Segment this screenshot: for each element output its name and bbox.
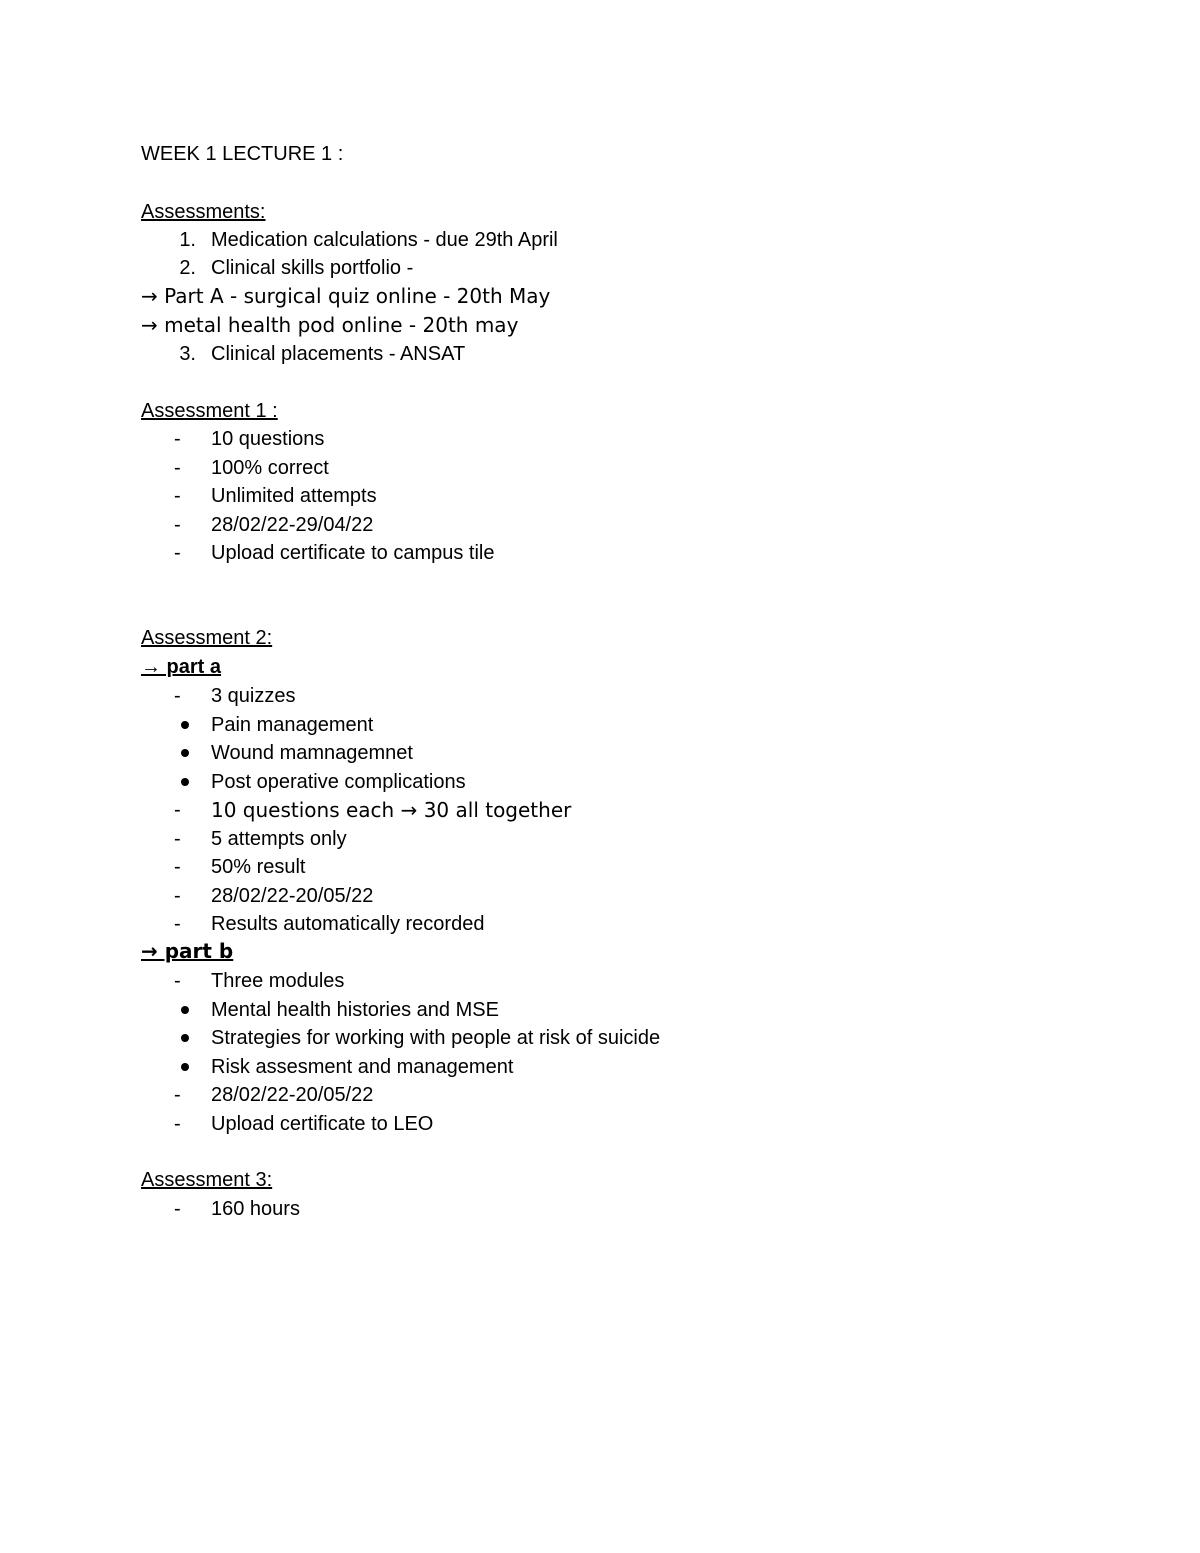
assessment-2-heading: Assessment 2: [141, 627, 273, 649]
list-item-text: Wound mamnagemnet [211, 742, 413, 764]
list-item-text: Strategies for working with people at risk of suicide [211, 1027, 661, 1049]
dash-marker: - [174, 884, 181, 907]
list-item-text: Medication calculations - due 29th April [211, 229, 558, 251]
list-number: 1. [179, 229, 196, 251]
dash-marker: - [174, 485, 181, 508]
dash-list-item [141, 482, 841, 510]
bullet-dot-icon [181, 1063, 189, 1071]
list-item-text: Clinical skills portfolio - [211, 257, 414, 279]
part-a-heading: → part a [141, 656, 222, 678]
dash-list-item [141, 882, 841, 910]
list-item-text: Three modules [211, 970, 345, 992]
list-item-text: 3 quizzes [211, 685, 296, 707]
dash-marker: - [174, 970, 181, 992]
list-item-text: Upload certificate to campus tile [211, 542, 495, 565]
dash-list-item [141, 910, 841, 938]
dash-marker: - [174, 1084, 181, 1106]
dash-list-item [141, 853, 841, 881]
dash-list-item [141, 454, 841, 482]
list-item-text: Clinical placements - ANSAT [211, 343, 466, 365]
list-item-text: Risk assesment and management [211, 1055, 514, 1078]
numbered-item-1 [141, 226, 841, 254]
list-item-text: Mental health histories and MSE [211, 998, 499, 1021]
list-item-text: 10 questions [211, 428, 325, 450]
bullet-list-item [141, 1024, 841, 1052]
dash-list-item [141, 539, 841, 567]
bullet-list-item [141, 768, 841, 796]
assessments-heading: Assessments: [141, 201, 266, 223]
dash-marker: - [174, 827, 181, 850]
list-item-text: 10 questions each → 30 all together [211, 798, 572, 822]
numbered-item-2 [141, 254, 841, 282]
dash-marker: - [174, 913, 181, 935]
dash-list-item [141, 682, 841, 710]
list-item-text: 50% result [211, 856, 306, 878]
bullet-dot-icon [181, 1006, 189, 1014]
list-item-text: 160 hours [211, 1198, 300, 1220]
bullet-dot-icon [181, 1034, 189, 1042]
dash-list-item [141, 796, 841, 824]
list-item-text: Pain management [211, 713, 374, 736]
bullet-dot-icon [181, 778, 189, 786]
dash-marker: - [174, 799, 181, 821]
list-number: 3. [179, 343, 196, 365]
dash-list-item [141, 825, 841, 853]
bullet-dot-icon [181, 749, 189, 757]
dash-list-item [141, 1110, 841, 1138]
dash-marker: - [174, 856, 181, 878]
dash-list-item [141, 511, 841, 539]
bullet-list-item [141, 739, 841, 767]
part-b-heading: → part b [141, 939, 234, 963]
list-number: 2. [179, 257, 196, 279]
dash-marker: - [174, 1198, 181, 1220]
bullet-list-item [141, 711, 841, 739]
dash-marker: - [174, 1112, 181, 1135]
numbered-item-3 [141, 340, 841, 368]
assessment-3-heading: Assessment 3: [141, 1169, 273, 1191]
dash-list-item [141, 967, 841, 995]
bullet-list-item [141, 996, 841, 1024]
dash-list-item [141, 1081, 841, 1109]
bullet-dot-icon [181, 721, 189, 729]
dash-marker: - [174, 428, 181, 450]
dash-list-item [141, 1195, 841, 1223]
page-title: WEEK 1 LECTURE 1 : [141, 143, 344, 165]
list-item-text: Unlimited attempts [211, 485, 377, 508]
dash-marker: - [174, 456, 181, 479]
portfolio-part-a-line: → Part A - surgical quiz online - 20th May [141, 284, 551, 308]
list-item-text: 28/02/22-20/05/22 [211, 1084, 374, 1106]
bullet-list-item [141, 1053, 841, 1081]
list-item-text: 100% correct [211, 456, 329, 479]
list-item-text: Results automatically recorded [211, 913, 485, 935]
portfolio-part-b-line: → metal health pod online - 20th may [141, 313, 519, 337]
list-item-text: Post operative complications [211, 770, 466, 793]
dash-marker: - [174, 685, 181, 707]
assessment-1-heading: Assessment 1 : [141, 400, 278, 422]
dash-list-item [141, 425, 841, 453]
dash-marker: - [174, 513, 181, 536]
list-item-text: 5 attempts only [211, 827, 347, 850]
list-item-text: 28/02/22-20/05/22 [211, 884, 374, 907]
list-item-text: Upload certificate to LEO [211, 1112, 434, 1135]
dash-marker: - [174, 542, 181, 565]
list-item-text: 28/02/22-29/04/22 [211, 513, 374, 536]
